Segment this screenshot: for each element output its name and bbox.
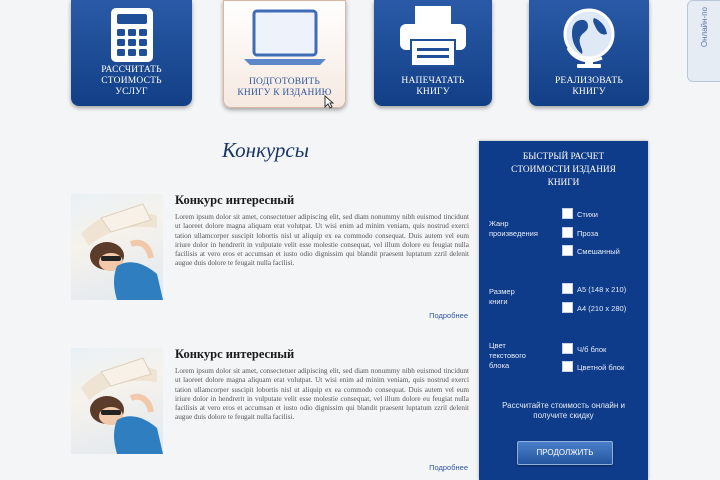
read-more-link[interactable]: Подробнее xyxy=(429,463,468,472)
checkbox[interactable] xyxy=(562,283,573,294)
size-option-a5[interactable]: А5 (148 x 210) xyxy=(562,283,626,295)
girl-with-book-image xyxy=(71,348,163,454)
tile-prepare-book[interactable] xyxy=(223,0,346,108)
genre-option-mixed[interactable]: Смешанный xyxy=(562,245,620,257)
checkbox[interactable] xyxy=(562,208,573,219)
checkbox[interactable] xyxy=(562,302,573,313)
contest-description: Lorem ipsum dolor sit amet, consectetuer adipiscing elit, sed diam nonummy nibh euismod tincidunt ut laoreet dolore magna aliquam erat volutpat. Ut wisi enim ad minim veniam, quis nostrud exerci tation ullamcorper suscipit lobortis nisl ut aliquip ex ea commodo consequat. Duis autem vel eum iriure dolor in hendrerit in vulputate velit esse molestie consequat, vel illum dolore eu feugiat nulla facilisis at vero eros et accumsan et iusto odio dignissim qui blandit praesent luptatum zzril delenit augue duis dolore te feugait nulla facilisi. xyxy=(175,367,469,422)
tile-label: ПОДГОТОВИТЬ КНИГУ К ИЗДАНИЮ xyxy=(237,77,332,98)
checkbox[interactable] xyxy=(562,343,573,354)
tile-print-book[interactable] xyxy=(374,0,492,106)
genre-option-poems[interactable]: Стихи xyxy=(562,208,598,220)
laptop-icon xyxy=(240,7,330,69)
genre-option-prose[interactable]: Проза xyxy=(562,227,598,239)
color-option-bw[interactable]: Ч/б блок xyxy=(562,343,606,355)
section-heading: Конкурсы xyxy=(222,138,309,162)
contest-thumbnail[interactable] xyxy=(71,348,163,454)
read-more-link[interactable]: Подробнее xyxy=(429,311,468,320)
quick-calculator-panel xyxy=(479,141,648,480)
girl-with-book-image xyxy=(71,194,163,300)
calculator-title: БЫСТРЫЙ РАСЧЕТ СТОИМОСТИ ИЗДАНИЯ КНИГИ xyxy=(511,152,616,188)
size-option-a4[interactable]: А4 (210 x 280) xyxy=(562,302,626,314)
checkbox[interactable] xyxy=(562,361,573,372)
tile-sell-book[interactable] xyxy=(529,0,649,106)
contest-thumbnail[interactable] xyxy=(71,194,163,300)
contest-title[interactable]: Конкурс интересный xyxy=(175,193,295,207)
tile-label: РЕАЛИЗОВАТЬ КНИГУ xyxy=(554,76,624,97)
tile-calculate-cost[interactable] xyxy=(71,0,192,106)
printer-icon xyxy=(397,6,469,68)
side-tab-label: Онлайн-по xyxy=(700,7,709,48)
genre-label: Жанр произведения xyxy=(489,219,538,238)
tile-label: РАССЧИТАТЬ СТОИМОСТЬ УСЛУГ xyxy=(101,65,162,97)
calculator-icon xyxy=(109,6,155,64)
size-label: Размер книги xyxy=(489,287,515,306)
tile-label: НАПЕЧАТАТЬ КНИГУ xyxy=(401,76,465,97)
color-option-color[interactable]: Цветной блок xyxy=(562,361,624,373)
contest-title[interactable]: Конкурс интересный xyxy=(175,347,295,361)
cursor-icon xyxy=(324,95,334,109)
color-label: Цвет текстового блока xyxy=(489,341,526,370)
continue-button[interactable]: ПРОДОЛЖИТЬ xyxy=(517,441,613,465)
online-side-tab[interactable] xyxy=(687,0,720,82)
contest-description: Lorem ipsum dolor sit amet, consectetuer adipiscing elit, sed diam nonummy nibh euismod tincidunt ut laoreet dolore magna aliquam erat volutpat. Ut wisi enim ad minim veniam, quis nostrud exerci tation ullamcorper suscipit lobortis nisl ut aliquip ex ea commodo consequat. Duis autem vel eum iriure dolor in hendrerit in vulputate velit esse molestie consequat, vel illum dolore eu feugiat nulla facilisis at vero eros et accumsan et iusto odio dignissim qui blandit praesent luptatum zzril delenit augue duis dolore te feugait nulla facilisi. xyxy=(175,213,469,268)
checkbox[interactable] xyxy=(562,245,573,256)
globe-icon xyxy=(558,6,620,70)
calculator-note: Рассчитайте стоимость онлайн и получите скидку xyxy=(502,401,625,420)
checkbox[interactable] xyxy=(562,227,573,238)
